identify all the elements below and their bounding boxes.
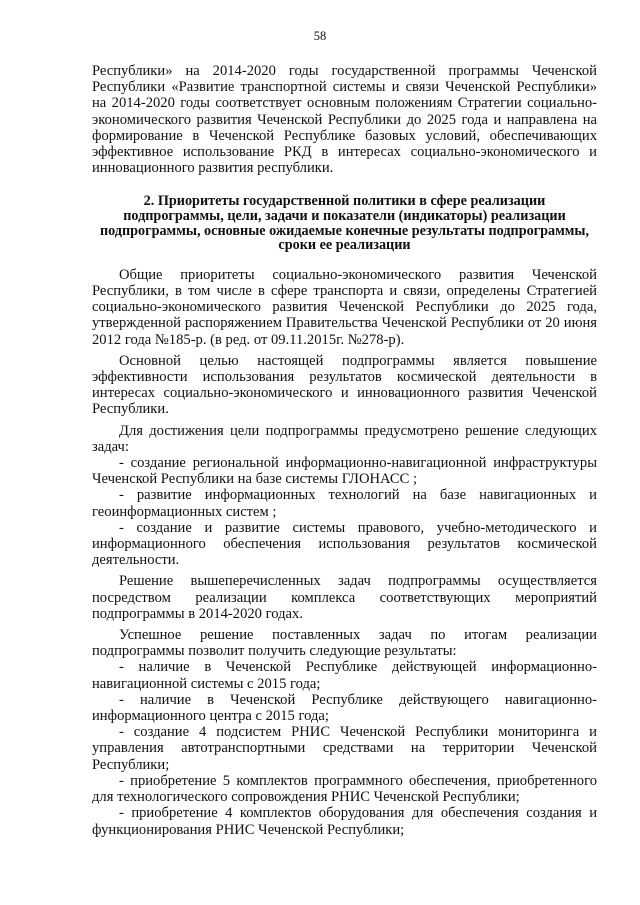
list-item-task-3: - создание и развитие системы правового, учебно-методического и информационного обеспечения использования результатов космической деятельности. — [92, 519, 597, 569]
list-item-result-2: - наличие в Чеченской Республике действующего навигационно-информационного центра с 2015 года; — [92, 691, 597, 725]
list-item-task-1: - создание региональной информационно-навигационной инфраструктуры Чеченской Республики на базе системы ГЛОНАСС ; — [92, 455, 597, 488]
page-number: 58 — [313, 29, 327, 43]
intro-paragraph: Республики» на 2014-2020 годы государственной программы Чеченской Республики «Развитие транспортной системы и связи Чеченской Республики» на 2014-2020 годы соответствует основным положениям Стратегии социально-экономического развития Чеченской Республики до 2025 года и направлена на формирование в Чеченской Республике базовых условий, обеспечивающих эффективное использование РКД в интересах социально-экономического и инновационного развития республики. — [92, 63, 597, 177]
paragraph-goal: Основной целью настоящей подпрограммы является повышение эффективности использования результатов космической деятельности в интересах социально-экономического и инновационного развития Чеченской Республики. — [92, 352, 597, 418]
list-item-result-3: - создание 4 подсистем РНИС Чеченской Республики мониторинга и управления автотранспортными средствами на территории Чеченской Республики; — [92, 724, 597, 773]
paragraph-results-intro: Успешное решение поставленных задач по итогам реализации подпрограммы позволит получить следующие результаты: — [92, 627, 597, 660]
list-item-result-4: - приобретение 5 комплектов программного обеспечения, приобретенного для технологического сопровождения РНИС Чеченской Республики; — [92, 772, 597, 806]
document-body — [92, 63, 597, 838]
list-item-task-2: - развитие информационных технологий на базе навигационных и геоинформационных систем ; — [92, 487, 597, 520]
list-item-result-5: - приобретение 4 комплектов оборудования для обеспечения создания и функционирования РНИС Чеченской Республики; — [92, 805, 597, 838]
list-item-result-1: - наличие в Чеченской Республике действующей информационно-навигационной системы с 2015 года; — [92, 659, 597, 692]
paragraph-priorities: Общие приоритеты социально-экономического развития Чеченской Республики, в том числе в сфере транспорта и связи, определены Стратегией социально-экономического развития Чеченской Республики до 2025 года, утвержденной распоряжением Правительства Чеченской Республики от 20 июня 2012 года №185-р. (в ред. от 09.11.2015г. №278-р). — [92, 266, 597, 348]
paragraph-tasks-intro: Для достижения цели подпрограммы предусмотрено решение следующих задач: — [92, 422, 597, 455]
paragraph-implementation: Решение вышеперечисленных задач подпрограммы осуществляется посредством реализации комплекса соответствующих мероприятий подпрограммы в 2014-2020 годах. — [92, 573, 597, 622]
section-heading: 2. Приоритеты государственной политики в сфере реализации подпрограммы, цели, задачи и показатели (индикаторы) реализации подпрограммы, основные ожидаемые конечные результаты подпрограммы, сроки ее реализации — [99, 193, 590, 254]
